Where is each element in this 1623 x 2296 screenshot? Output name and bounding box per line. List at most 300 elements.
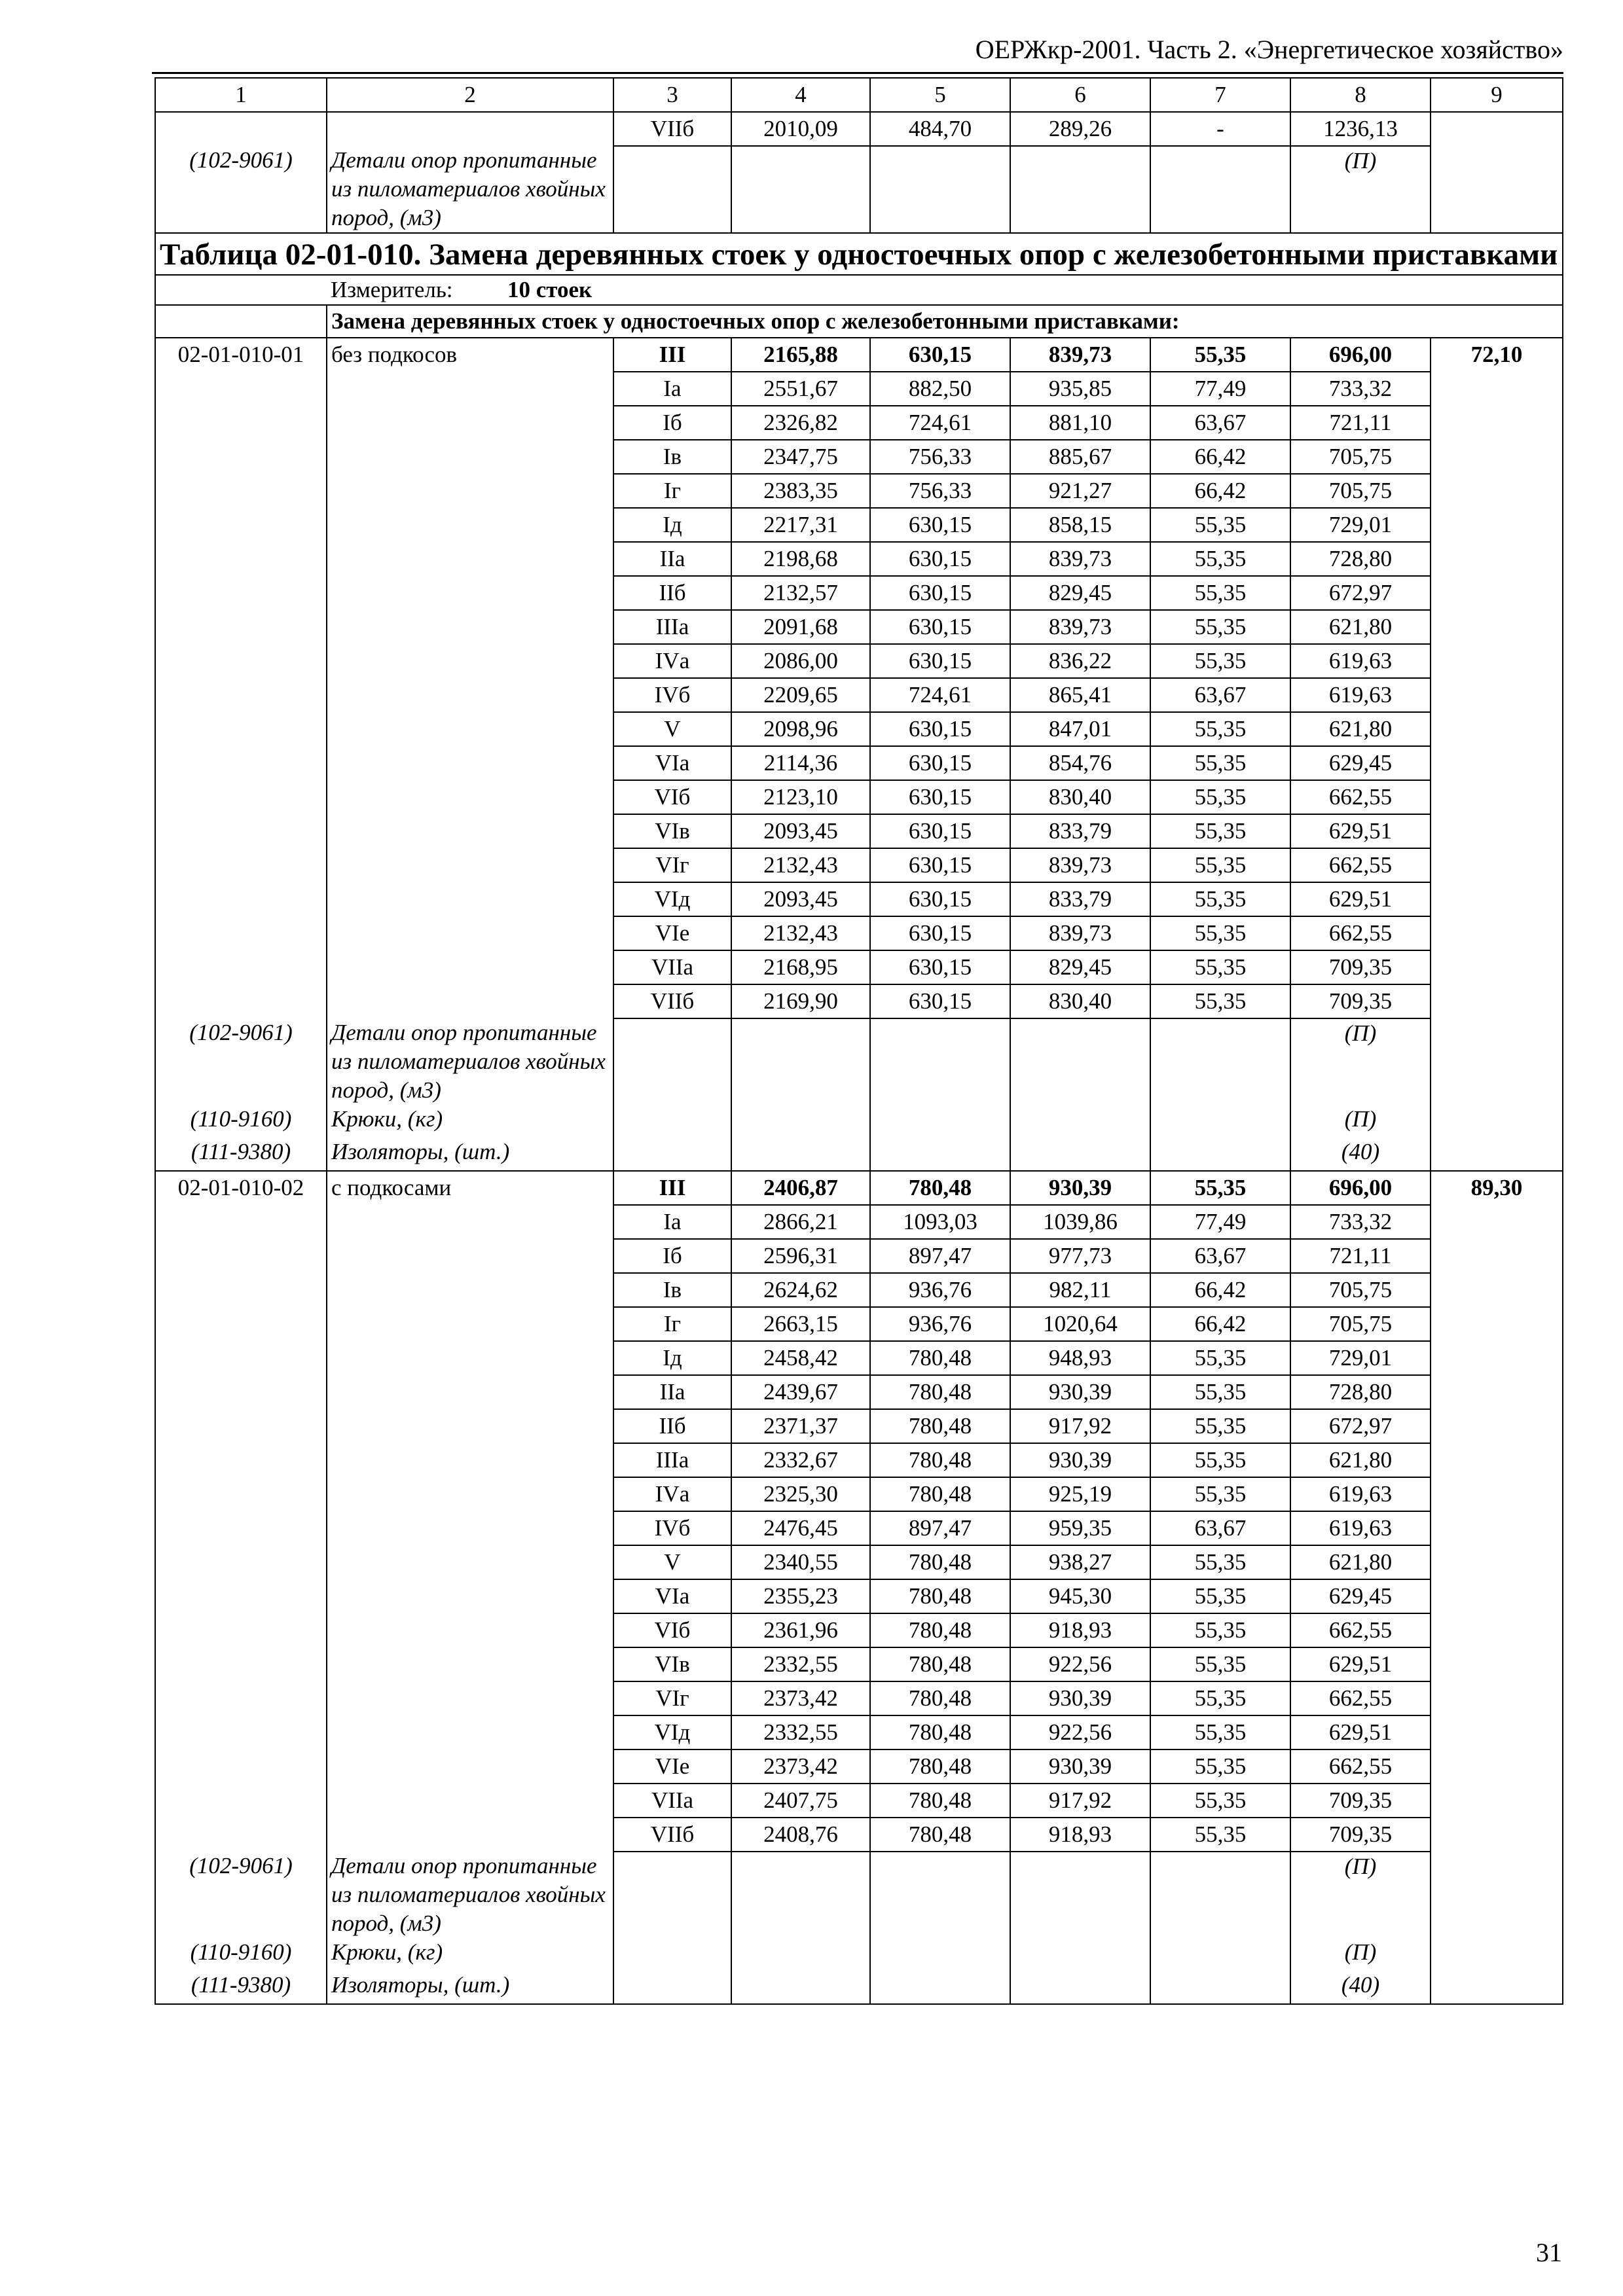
empty-cell bbox=[327, 1307, 613, 1341]
value-cell: 630,15 bbox=[870, 644, 1010, 678]
resource-code: (102-9061) bbox=[155, 1852, 327, 1938]
empty-cell bbox=[870, 1852, 1010, 1938]
empty-cell bbox=[1431, 146, 1563, 233]
empty-cell bbox=[1431, 1749, 1563, 1784]
resource-code: (110-9160) bbox=[155, 1105, 327, 1138]
value-cell: 918,93 bbox=[1010, 1818, 1150, 1852]
value-cell: 982,11 bbox=[1010, 1273, 1150, 1307]
table-row bbox=[155, 950, 1563, 984]
empty-cell bbox=[1431, 1511, 1563, 1545]
running-header: ОЕРЖкр-2001. Часть 2. «Энергетическое хозяйство» bbox=[975, 35, 1563, 64]
value-cell: 917,92 bbox=[1010, 1409, 1150, 1443]
empty-cell bbox=[327, 1818, 613, 1852]
value-cell: 63,67 bbox=[1150, 406, 1290, 440]
empty-cell bbox=[1431, 576, 1563, 610]
resource-name: Изоляторы, (шт.) bbox=[327, 1971, 613, 2004]
empty-cell bbox=[1431, 1443, 1563, 1477]
value-cell: 63,67 bbox=[1150, 1239, 1290, 1273]
value-cell: 897,47 bbox=[870, 1511, 1010, 1545]
value-cell: 1093,03 bbox=[870, 1205, 1010, 1239]
value-cell: 2332,55 bbox=[731, 1715, 870, 1749]
column-number: 6 bbox=[1010, 78, 1150, 112]
value-cell: 55,35 bbox=[1150, 576, 1290, 610]
value-cell: 2458,42 bbox=[731, 1341, 870, 1375]
resource-name: Изоляторы, (шт.) bbox=[327, 1138, 613, 1171]
zone-cell: VIд bbox=[613, 1715, 731, 1749]
empty-cell bbox=[731, 146, 870, 233]
resource-code: (110-9160) bbox=[155, 1938, 327, 1971]
value-cell: 662,55 bbox=[1290, 780, 1431, 814]
table-subtitle: Замена деревянных стоек у одностоечных опор с железобетонными приставками: bbox=[327, 305, 1563, 338]
empty-cell bbox=[327, 1613, 613, 1647]
zone-cell: III bbox=[613, 1171, 731, 1205]
value-cell: 2361,96 bbox=[731, 1613, 870, 1647]
value-cell: 2371,37 bbox=[731, 1409, 870, 1443]
table-title-row bbox=[155, 233, 1563, 275]
table-row bbox=[155, 780, 1563, 814]
value-cell: 780,48 bbox=[870, 1409, 1010, 1443]
empty-cell bbox=[870, 1971, 1010, 2004]
value-cell: 839,73 bbox=[1010, 610, 1150, 644]
empty-cell bbox=[1431, 1138, 1563, 1171]
value-cell: - bbox=[1150, 112, 1290, 146]
resource-row bbox=[155, 1938, 1563, 1971]
empty-cell bbox=[327, 1545, 613, 1579]
empty-cell bbox=[1150, 146, 1290, 233]
empty-cell bbox=[327, 542, 613, 576]
value-cell: 922,56 bbox=[1010, 1715, 1150, 1749]
table-row bbox=[155, 1511, 1563, 1545]
empty-cell bbox=[327, 1375, 613, 1409]
value-cell: 756,33 bbox=[870, 440, 1010, 474]
table-row bbox=[155, 576, 1563, 610]
value-cell: 77,49 bbox=[1150, 1205, 1290, 1239]
zone-cell: IIа bbox=[613, 542, 731, 576]
value-cell: 881,10 bbox=[1010, 406, 1150, 440]
empty-cell bbox=[155, 1409, 327, 1443]
value-cell: 780,48 bbox=[870, 1443, 1010, 1477]
empty-cell bbox=[327, 1273, 613, 1307]
empty-cell bbox=[1010, 1938, 1150, 1971]
value-cell: 858,15 bbox=[1010, 508, 1150, 542]
value-cell: 619,63 bbox=[1290, 644, 1431, 678]
resource-code: (111-9380) bbox=[155, 1971, 327, 2004]
table-row bbox=[155, 1579, 1563, 1613]
zone-cell: VIIа bbox=[613, 1784, 731, 1818]
value-cell: 55,35 bbox=[1150, 610, 1290, 644]
empty-cell bbox=[327, 1341, 613, 1375]
table-row bbox=[155, 882, 1563, 916]
value-cell: 917,92 bbox=[1010, 1784, 1150, 1818]
empty-cell bbox=[1431, 1105, 1563, 1138]
empty-cell bbox=[870, 1138, 1010, 1171]
resource-row bbox=[155, 1971, 1563, 2004]
empty-cell bbox=[327, 1715, 613, 1749]
table-row bbox=[155, 1715, 1563, 1749]
zone-cell: VIIб bbox=[613, 112, 731, 146]
value-cell: 2165,88 bbox=[731, 338, 870, 372]
empty-cell bbox=[155, 576, 327, 610]
empty-cell bbox=[1431, 474, 1563, 508]
column-number: 4 bbox=[731, 78, 870, 112]
table-row bbox=[155, 372, 1563, 406]
value-cell: 55,35 bbox=[1150, 1613, 1290, 1647]
zone-cell: Iв bbox=[613, 1273, 731, 1307]
empty-cell bbox=[155, 882, 327, 916]
empty-cell bbox=[1431, 1613, 1563, 1647]
empty-cell bbox=[155, 1613, 327, 1647]
empty-cell bbox=[155, 916, 327, 950]
empty-cell bbox=[1431, 780, 1563, 814]
value-cell: 2093,45 bbox=[731, 814, 870, 848]
value-cell: 709,35 bbox=[1290, 950, 1431, 984]
empty-cell bbox=[155, 1477, 327, 1511]
table-row bbox=[155, 1749, 1563, 1784]
empty-cell bbox=[1431, 1852, 1563, 1938]
empty-cell bbox=[613, 1971, 731, 2004]
empty-cell bbox=[155, 610, 327, 644]
value-cell: 630,15 bbox=[870, 508, 1010, 542]
empty-cell bbox=[155, 1273, 327, 1307]
empty-cell bbox=[870, 1105, 1010, 1138]
empty-cell bbox=[155, 1443, 327, 1477]
empty-cell bbox=[327, 1239, 613, 1273]
resource-name: Крюки, (кг) bbox=[327, 1938, 613, 1971]
value-cell: 55,35 bbox=[1150, 1443, 1290, 1477]
value-cell: 2168,95 bbox=[731, 950, 870, 984]
empty-cell bbox=[155, 1749, 327, 1784]
value-cell: 925,19 bbox=[1010, 1477, 1150, 1511]
empty-cell bbox=[1010, 1971, 1150, 2004]
table-row bbox=[155, 1784, 1563, 1818]
value-cell: 2209,65 bbox=[731, 678, 870, 712]
empty-cell bbox=[1431, 1205, 1563, 1239]
meter-row bbox=[155, 275, 1563, 305]
value-cell: 66,42 bbox=[1150, 1273, 1290, 1307]
table-row bbox=[155, 1205, 1563, 1239]
value-cell: 621,80 bbox=[1290, 610, 1431, 644]
empty-cell bbox=[155, 746, 327, 780]
item-code: 02-01-010-02 bbox=[155, 1171, 327, 1205]
zone-cell: Iг bbox=[613, 474, 731, 508]
resource-row bbox=[155, 1852, 1563, 1938]
value-cell: 621,80 bbox=[1290, 1443, 1431, 1477]
zone-cell: III bbox=[613, 338, 731, 372]
value-cell: 629,45 bbox=[1290, 1579, 1431, 1613]
value-cell: 2624,62 bbox=[731, 1273, 870, 1307]
value-cell: 55,35 bbox=[1150, 1409, 1290, 1443]
empty-cell bbox=[327, 678, 613, 712]
column-number: 1 bbox=[155, 78, 327, 112]
value-cell: 733,32 bbox=[1290, 1205, 1431, 1239]
zone-cell: IVб bbox=[613, 678, 731, 712]
value-cell: 918,93 bbox=[1010, 1613, 1150, 1647]
value-cell: 629,51 bbox=[1290, 1647, 1431, 1681]
value-cell: 2132,43 bbox=[731, 848, 870, 882]
empty-cell bbox=[327, 1477, 613, 1511]
value-cell: 780,48 bbox=[870, 1613, 1010, 1647]
empty-cell bbox=[327, 950, 613, 984]
value-cell: 780,48 bbox=[870, 1715, 1010, 1749]
value-cell: 696,00 bbox=[1290, 1171, 1431, 1205]
table-row bbox=[155, 1545, 1563, 1579]
value-cell: 55,35 bbox=[1150, 1715, 1290, 1749]
value-cell: 2866,21 bbox=[731, 1205, 870, 1239]
table-row bbox=[155, 1477, 1563, 1511]
value-cell: 55,35 bbox=[1150, 508, 1290, 542]
value-cell: 729,01 bbox=[1290, 1341, 1431, 1375]
resource-name: Детали опор пропитанные из пиломатериалов хвойных пород, (м3) bbox=[327, 1018, 613, 1105]
empty-cell bbox=[1431, 1818, 1563, 1852]
empty-cell bbox=[1010, 1138, 1150, 1171]
value-cell: 977,73 bbox=[1010, 1239, 1150, 1273]
empty-cell bbox=[731, 1105, 870, 1138]
resource-name: Детали опор пропитанные из пиломатериалов хвойных пород, (м3) bbox=[327, 1852, 613, 1938]
value-cell: 2132,57 bbox=[731, 576, 870, 610]
table-row bbox=[155, 916, 1563, 950]
empty-cell bbox=[327, 984, 613, 1018]
empty-cell bbox=[155, 848, 327, 882]
value-cell: 621,80 bbox=[1290, 1545, 1431, 1579]
empty-cell bbox=[1431, 1971, 1563, 2004]
zone-cell: Iд bbox=[613, 508, 731, 542]
value-cell: 729,01 bbox=[1290, 508, 1431, 542]
zone-cell: VIв bbox=[613, 814, 731, 848]
table-row bbox=[155, 474, 1563, 508]
empty-cell bbox=[1431, 1341, 1563, 1375]
name-cell bbox=[327, 112, 613, 146]
value-cell: 936,76 bbox=[870, 1307, 1010, 1341]
table-row bbox=[155, 1375, 1563, 1409]
table-row bbox=[155, 112, 1563, 146]
empty-cell bbox=[1431, 746, 1563, 780]
empty-cell bbox=[613, 146, 731, 233]
value-cell: 959,35 bbox=[1010, 1511, 1150, 1545]
table-row bbox=[155, 1171, 1563, 1205]
value-cell: 619,63 bbox=[1290, 1477, 1431, 1511]
value-cell: 780,48 bbox=[870, 1545, 1010, 1579]
empty-cell bbox=[155, 1818, 327, 1852]
zone-cell: VIа bbox=[613, 746, 731, 780]
value-cell: 2340,55 bbox=[731, 1545, 870, 1579]
empty-cell bbox=[613, 1852, 731, 1938]
value-cell: 780,48 bbox=[870, 1477, 1010, 1511]
value-cell: 2010,09 bbox=[731, 112, 870, 146]
empty-cell bbox=[1431, 644, 1563, 678]
value-cell: 948,93 bbox=[1010, 1341, 1150, 1375]
empty-cell bbox=[155, 1307, 327, 1341]
empty-cell bbox=[613, 1018, 731, 1105]
value-cell: 882,50 bbox=[870, 372, 1010, 406]
table-row bbox=[155, 1239, 1563, 1273]
empty-cell bbox=[327, 1579, 613, 1613]
empty-cell bbox=[1431, 1239, 1563, 1273]
table-row bbox=[155, 1681, 1563, 1715]
empty-cell bbox=[1431, 882, 1563, 916]
value-cell: 629,51 bbox=[1290, 882, 1431, 916]
value-cell: 2086,00 bbox=[731, 644, 870, 678]
empty-cell bbox=[1431, 1647, 1563, 1681]
value-cell: 935,85 bbox=[1010, 372, 1150, 406]
value-cell: 55,35 bbox=[1150, 848, 1290, 882]
empty-cell bbox=[1431, 1409, 1563, 1443]
empty-cell bbox=[1431, 610, 1563, 644]
table-row bbox=[155, 1307, 1563, 1341]
value-cell: 662,55 bbox=[1290, 1749, 1431, 1784]
table-row bbox=[155, 1443, 1563, 1477]
zone-cell: IVб bbox=[613, 1511, 731, 1545]
value-cell: 2355,23 bbox=[731, 1579, 870, 1613]
empty-cell bbox=[327, 1205, 613, 1239]
value-cell: 780,48 bbox=[870, 1647, 1010, 1681]
value-cell: 662,55 bbox=[1290, 916, 1431, 950]
value-cell: 63,67 bbox=[1150, 1511, 1290, 1545]
value-cell: 780,48 bbox=[870, 1375, 1010, 1409]
zone-cell: IVа bbox=[613, 1477, 731, 1511]
value-cell: 780,48 bbox=[870, 1749, 1010, 1784]
empty-cell bbox=[327, 440, 613, 474]
empty-cell bbox=[731, 1138, 870, 1171]
value-cell: 672,97 bbox=[1290, 576, 1431, 610]
value-cell: 897,47 bbox=[870, 1239, 1010, 1273]
value-cell: 780,48 bbox=[870, 1818, 1010, 1852]
empty-cell bbox=[327, 916, 613, 950]
meter-label: Измеритель: bbox=[331, 277, 453, 302]
value-cell: 630,15 bbox=[870, 950, 1010, 984]
empty-cell bbox=[1431, 848, 1563, 882]
zone-cell: IIIа bbox=[613, 1443, 731, 1477]
value-cell: 55,35 bbox=[1150, 950, 1290, 984]
value-cell: 930,39 bbox=[1010, 1681, 1150, 1715]
value-cell: 836,22 bbox=[1010, 644, 1150, 678]
resource-flag: (40) bbox=[1290, 1138, 1431, 1171]
table-row bbox=[155, 984, 1563, 1018]
value-cell: 865,41 bbox=[1010, 678, 1150, 712]
value-cell: 662,55 bbox=[1290, 1681, 1431, 1715]
empty-cell bbox=[1431, 1273, 1563, 1307]
item-code: 02-01-010-01 bbox=[155, 338, 327, 372]
table-row bbox=[155, 746, 1563, 780]
empty-cell bbox=[731, 1938, 870, 1971]
value-cell: 724,61 bbox=[870, 678, 1010, 712]
value-cell: 55,35 bbox=[1150, 746, 1290, 780]
value-cell: 721,11 bbox=[1290, 406, 1431, 440]
column-number: 8 bbox=[1290, 78, 1431, 112]
empty-cell bbox=[1150, 1971, 1290, 2004]
value-cell: 2091,68 bbox=[731, 610, 870, 644]
value-cell: 839,73 bbox=[1010, 848, 1150, 882]
empty-cell bbox=[1431, 678, 1563, 712]
empty-cell bbox=[155, 1647, 327, 1681]
resource-row bbox=[155, 1105, 1563, 1138]
empty-cell bbox=[155, 508, 327, 542]
zone-cell: Iг bbox=[613, 1307, 731, 1341]
empty-cell bbox=[1431, 1375, 1563, 1409]
empty-cell bbox=[327, 712, 613, 746]
value-cell: 630,15 bbox=[870, 984, 1010, 1018]
value-cell: 2217,31 bbox=[731, 508, 870, 542]
table-row bbox=[155, 1613, 1563, 1647]
value-cell: 55,35 bbox=[1150, 814, 1290, 848]
empty-cell bbox=[155, 678, 327, 712]
value-cell: 1039,86 bbox=[1010, 1205, 1150, 1239]
resource-flag: (П) bbox=[1290, 1852, 1431, 1938]
table-row bbox=[155, 644, 1563, 678]
column-number: 7 bbox=[1150, 78, 1290, 112]
value-cell: 2093,45 bbox=[731, 882, 870, 916]
value-cell: 930,39 bbox=[1010, 1749, 1150, 1784]
item-name: без подкосов bbox=[327, 338, 613, 372]
value-cell: 2332,67 bbox=[731, 1443, 870, 1477]
value-cell: 63,67 bbox=[1150, 678, 1290, 712]
empty-cell bbox=[1431, 1545, 1563, 1579]
empty-cell bbox=[731, 1852, 870, 1938]
empty-cell bbox=[327, 372, 613, 406]
empty-cell bbox=[155, 1784, 327, 1818]
value-cell: 629,45 bbox=[1290, 746, 1431, 780]
value-cell: 2123,10 bbox=[731, 780, 870, 814]
empty-cell bbox=[155, 440, 327, 474]
table-row bbox=[155, 406, 1563, 440]
value-cell: 756,33 bbox=[870, 474, 1010, 508]
resource-code: (111-9380) bbox=[155, 1138, 327, 1171]
empty-cell bbox=[1431, 1715, 1563, 1749]
value-cell: 2326,82 bbox=[731, 406, 870, 440]
value-cell: 55,35 bbox=[1150, 712, 1290, 746]
empty-cell bbox=[1150, 1938, 1290, 1971]
value-cell: 630,15 bbox=[870, 576, 1010, 610]
empty-cell bbox=[155, 1545, 327, 1579]
value-cell: 2476,45 bbox=[731, 1511, 870, 1545]
value-cell: 705,75 bbox=[1290, 474, 1431, 508]
value-cell: 2098,96 bbox=[731, 712, 870, 746]
rates-table bbox=[155, 77, 1563, 2005]
empty-cell bbox=[1431, 1938, 1563, 1971]
resource-row bbox=[155, 146, 1563, 233]
empty-cell bbox=[1431, 1477, 1563, 1511]
empty-cell bbox=[1431, 406, 1563, 440]
value-cell: 630,15 bbox=[870, 814, 1010, 848]
value-cell: 629,51 bbox=[1290, 814, 1431, 848]
empty-cell bbox=[327, 814, 613, 848]
zone-cell: IIб bbox=[613, 576, 731, 610]
value-cell: 696,00 bbox=[1290, 338, 1431, 372]
empty-cell bbox=[1150, 1138, 1290, 1171]
zone-cell: VIг bbox=[613, 1681, 731, 1715]
zone-cell: VIв bbox=[613, 1647, 731, 1681]
zone-cell: VIб bbox=[613, 780, 731, 814]
empty-cell bbox=[155, 1715, 327, 1749]
value-cell: 55,35 bbox=[1150, 1545, 1290, 1579]
meter-value: 10 стоек bbox=[507, 277, 593, 302]
value-cell: 630,15 bbox=[870, 610, 1010, 644]
value-cell: 484,70 bbox=[870, 112, 1010, 146]
empty-cell bbox=[155, 474, 327, 508]
value-cell: 829,45 bbox=[1010, 576, 1150, 610]
value-cell: 55,35 bbox=[1150, 338, 1290, 372]
table-row bbox=[155, 1341, 1563, 1375]
zone-cell: IVа bbox=[613, 644, 731, 678]
zone-cell: VIа bbox=[613, 1579, 731, 1613]
value-cell: 2132,43 bbox=[731, 916, 870, 950]
resource-flag: (П) bbox=[1290, 146, 1431, 233]
value-cell: 55,35 bbox=[1150, 1749, 1290, 1784]
resource-code: (102-9061) bbox=[155, 1018, 327, 1105]
empty-cell bbox=[155, 542, 327, 576]
value-cell: 829,45 bbox=[1010, 950, 1150, 984]
value-cell: 728,80 bbox=[1290, 542, 1431, 576]
zone-cell: VIIа bbox=[613, 950, 731, 984]
